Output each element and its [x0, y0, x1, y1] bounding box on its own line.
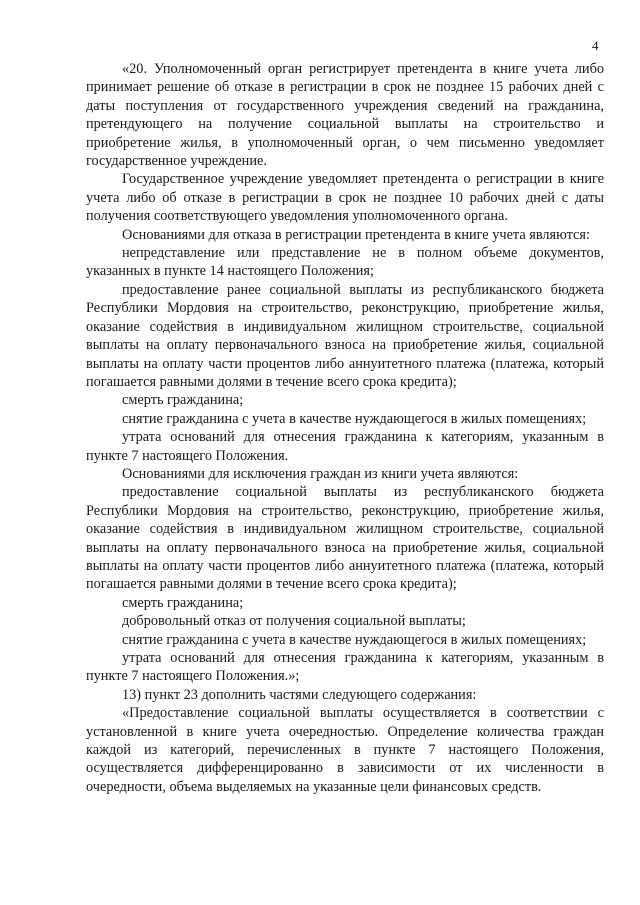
paragraph-6: смерть гражданина;	[122, 392, 244, 409]
paragraph-1: «20. Уполномоченный орган регистрирует претендента в книге учета либо принимает решение об отказе в регистрации в срок не позднее 15 рабочих дней с даты поступления от государственного учреждения сведений на гражданина, претендующего на получение социальной выплаты на строительство и приобретение жилья, в уполномоченный орган, о чем письменно уведомляет государственное учреждение.	[86, 61, 604, 170]
paragraph-7: снятие гражданина с учета в качестве нуждающегося в жилых помещениях;	[122, 410, 587, 427]
paragraph-14: утрата оснований для отнесения гражданина к категориям, указанным в пункте 7 настоящего Положения.»;	[86, 650, 604, 685]
paragraph-13: снятие гражданина с учета в качестве нуждающегося в жилых помещениях;	[122, 631, 587, 648]
paragraph-15: 13) пункт 23 дополнить частями следующего содержания:	[122, 686, 477, 703]
paragraph-11: смерть гражданина;	[122, 594, 244, 611]
paragraph-4: непредставление или представление не в полном объеме документов, указанных в пункте 14 настоящего Положения;	[86, 245, 604, 280]
page-number: 4	[592, 38, 599, 53]
paragraph-3: Основаниями для отказа в регистрации претендента в книге учета являются:	[122, 226, 590, 243]
paragraph-8: утрата оснований для отнесения гражданина к категориям, указанным в пункте 7 настоящего Положения.	[86, 429, 604, 464]
paragraph-9: Основаниями для исключения граждан из книги учета являются:	[122, 465, 519, 482]
paragraph-16: «Предоставление социальной выплаты осуществляется в соответствии с установленной в книге учета очередностью. Определение количества граждан каждой из категорий, перечисленных в пункте 7 настоящего Положения, осуществляется дифференцированно в зависимости от их численности в очередности, объема выделяемых на указанные цели финансовых средств.	[86, 705, 604, 795]
paragraph-5: предоставление ранее социальной выплаты из республиканского бюджета Республики Мордовия на строительство, реконструкцию, приобретение жилья, оказание содействия в индивидуальном жилищном строительстве, социальной выплаты на оплату первоначального взноса на приобретение жилья, социальной выплаты на оплату части процентов либо аннуитетного платежа (платежа, который погашается равными долями в течение всего срока кредита);	[86, 281, 604, 390]
paragraph-12: добровольный отказ от получения социальной выплаты;	[122, 613, 466, 630]
document-body	[86, 60, 604, 796]
paragraph-10: предоставление социальной выплаты из республиканского бюджета Республики Мордовия на строительство, реконструкцию, приобретение жилья, оказание содействия в индивидуальном жилищном строительстве, социальной выплаты на оплату первоначального взноса на приобретение жилья, социальной выплаты на оплату части процентов либо аннуитетного платежа (платежа, который погашается равными долями в течение всего срока кредита);	[86, 484, 604, 593]
paragraph-2: Государственное учреждение уведомляет претендента о регистрации в книге учета либо об отказе в регистрации в срок не позднее 10 рабочих дней с даты получения соответствующего уведомления уполномоченного органа.	[86, 171, 604, 225]
